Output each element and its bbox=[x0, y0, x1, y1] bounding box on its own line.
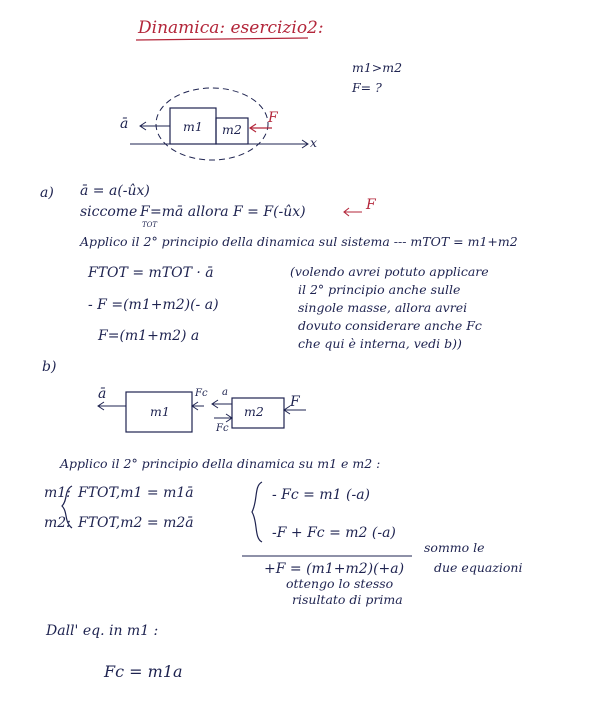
page-title: Dinamica: esercizio2: bbox=[138, 18, 324, 38]
eq-left-2: FTOT,m2 = m2ā bbox=[78, 515, 194, 531]
given-condition: m1>m2 bbox=[352, 60, 403, 75]
part-a-eq1: FTOT = mTOT · ā bbox=[88, 265, 214, 281]
final-result: Fc = m1a bbox=[104, 662, 183, 681]
figb-fc-m2: Fc bbox=[216, 423, 229, 434]
fig1-m1-label: m1 bbox=[183, 119, 203, 134]
figb-force-label: F bbox=[290, 394, 300, 410]
fig1-force-label: F bbox=[268, 110, 278, 126]
part-a-line3: Applico il 2° principio della dinamica sul sistema --- mTOT = m1+m2 bbox=[80, 234, 518, 249]
fig1-accel-label: ā bbox=[120, 116, 129, 132]
part-a-eq3: F=(m1+m2) a bbox=[98, 328, 200, 344]
fig1-m2-label: m2 bbox=[222, 122, 242, 137]
part-b-label: b) bbox=[42, 359, 57, 375]
part-a-line2-prefix: siccome bbox=[80, 204, 138, 220]
note-line-4: dovuto considerare anche Fc bbox=[298, 318, 482, 333]
part-a-label: a) bbox=[40, 185, 54, 201]
given-question: F= ? bbox=[352, 80, 382, 95]
part-a-eq2: - F =(m1+m2)(- a) bbox=[88, 297, 219, 313]
m2-equation-label: m2: bbox=[44, 515, 71, 531]
note-line-3: singole masse, allora avrei bbox=[298, 300, 468, 315]
note-line-5: che qui è interna, vedi b)) bbox=[298, 336, 462, 351]
part-a-line2-F: F bbox=[140, 204, 150, 220]
title-underline bbox=[136, 38, 308, 40]
figb-m1-label: m1 bbox=[150, 404, 170, 419]
eq-right-1: - Fc = m1 (-a) bbox=[272, 487, 370, 503]
figb-m2-label: m2 bbox=[244, 404, 264, 419]
sum-equation: +F = (m1+m2)(+a) bbox=[264, 561, 405, 577]
fig1-x-label: x bbox=[310, 135, 318, 150]
sum-note-1: ottengo lo stesso bbox=[286, 576, 394, 591]
note-line-1: (volendo avrei potuto applicare bbox=[290, 264, 489, 279]
part-a-line2-rest: =mā allora F = F(-ûx) bbox=[150, 204, 306, 220]
eq-right-2: -F + Fc = m2 (-a) bbox=[272, 525, 396, 541]
eq-left-1: FTOT,m1 = m1ā bbox=[78, 485, 194, 501]
part-a-line2-F-red: F bbox=[366, 197, 376, 213]
figb-accel-m2: a bbox=[222, 387, 228, 398]
figb-accel-m1: ā bbox=[98, 386, 107, 402]
part-a-line1: ā = a(-ûx) bbox=[80, 183, 150, 199]
dall-eq-label: Dall' eq. in m1 : bbox=[46, 623, 159, 639]
figb-fc-m1: Fc bbox=[195, 388, 208, 399]
side-note-2: due equazioni bbox=[434, 560, 523, 575]
part-b-line1: Applico il 2° principio della dinamica su m1 e m2 : bbox=[60, 456, 381, 471]
right-brace bbox=[252, 482, 262, 542]
system-boundary bbox=[156, 88, 268, 160]
note-line-2: il 2° principio anche sulle bbox=[298, 282, 461, 297]
side-note-1: sommo le bbox=[424, 540, 485, 555]
sum-note-2: risultato di prima bbox=[292, 592, 403, 607]
part-a-line2-tot: TOT bbox=[142, 221, 158, 229]
m1-equation-label: m1: bbox=[44, 485, 71, 501]
